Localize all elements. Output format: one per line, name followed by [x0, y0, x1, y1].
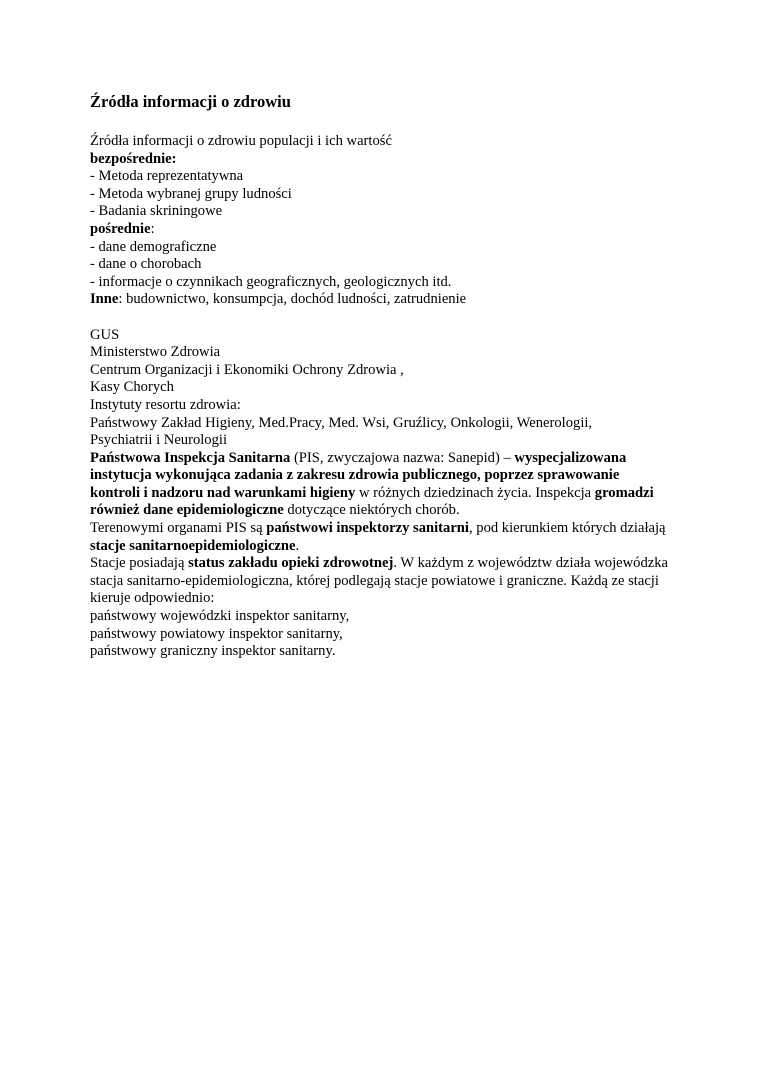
page-title: Źródła informacji o zdrowiu — [90, 92, 291, 111]
institutes-list: Państwowy Zakład Higieny, Med.Pracy, Med. Wsi, Gruźlicy, Onkologii, Wenerologii, — [90, 414, 593, 431]
list-item: - dane demograficzne — [90, 238, 217, 255]
institution-kasy: Kasy Chorych — [90, 379, 174, 396]
status-paragraph: Stacje posiadają status zakładu opieki zdrowotnej. W każdym z województw działa wojewódzka stacja sanitarno-epidemiologiczna, której podlegają stacje powiatowe i graniczne. Każdą ze stacji kieruje odpowiednio: — [90, 555, 668, 607]
role-item: państwowy graniczny inspektor sanitarny. — [90, 643, 336, 660]
inspectors-term: państwowi inspektorzy sanitarni — [266, 520, 469, 537]
spacer — [90, 309, 670, 327]
institutes-list-cont: Psychiatrii i Neurologii — [90, 432, 228, 449]
document-page — [90, 92, 670, 661]
role-item: państwowy powiatowy inspektor sanitarny, — [90, 625, 343, 642]
institution-gus: GUS — [90, 326, 120, 343]
institutes-label: Instytuty resortu zdrowia: — [90, 396, 241, 413]
pis-definition: wyspecjalizowana instytucja wykonująca zadania z zakresu zdrowia publicznego, poprzez sprawowanie kontroli i nadzoru nad warunkami higieny — [90, 449, 627, 501]
status-term: status zakładu opieki zdrowotnej — [188, 555, 394, 572]
list-item: - informacje o czynnikach geograficznych, geologicznych itd. — [90, 273, 452, 290]
institution-centrum: Centrum Organizacji i Ekonomiki Ochrony Zdrowia , — [90, 361, 404, 378]
other-sources-line: Inne: budownictwo, konsumpcja, dochód ludności, zatrudnienie — [90, 291, 467, 308]
pis-paragraph: Państwowa Inspekcja Sanitarna (PIS, zwyczajowa nazwa: Sanepid) – wyspecjalizowana instytucja wykonująca zadania z zakresu zdrowia publicznego, poprzez sprawowanie kontroli i nadzoru nad warunkami higieny w różnych dziedzinach życia. Inspekcja gromadzi również dane epidemiologiczne dotyczące niektórych chorób. — [90, 449, 654, 519]
organs-paragraph: Terenowymi organami PIS są państwowi inspektorzy sanitarni, pod kierunkiem których działają stacje sanitarnoepidemiologiczne. — [90, 520, 666, 554]
stations-term: stacje sanitarnoepidemiologiczne — [90, 537, 296, 554]
intro-line: Źródła informacji o zdrowiu populacji i ich wartość — [90, 133, 392, 149]
pis-name: Państwowa Inspekcja Sanitarna — [90, 449, 291, 466]
list-item: - Badania skriningowe — [90, 203, 223, 220]
indirect-sources-heading: pośrednie: — [90, 220, 155, 237]
list-item: - Metoda reprezentatywna — [90, 168, 244, 185]
role-item: państwowy wojewódzki inspektor sanitarny, — [90, 608, 350, 625]
list-item: - Metoda wybranej grupy ludności — [90, 185, 292, 202]
institution-ministry: Ministerstwo Zdrowia — [90, 344, 221, 361]
list-item: - dane o chorobach — [90, 256, 202, 273]
pis-gathers: gromadzi również dane epidemiologiczne — [90, 484, 654, 519]
direct-sources-heading: bezpośrednie: — [90, 150, 177, 167]
